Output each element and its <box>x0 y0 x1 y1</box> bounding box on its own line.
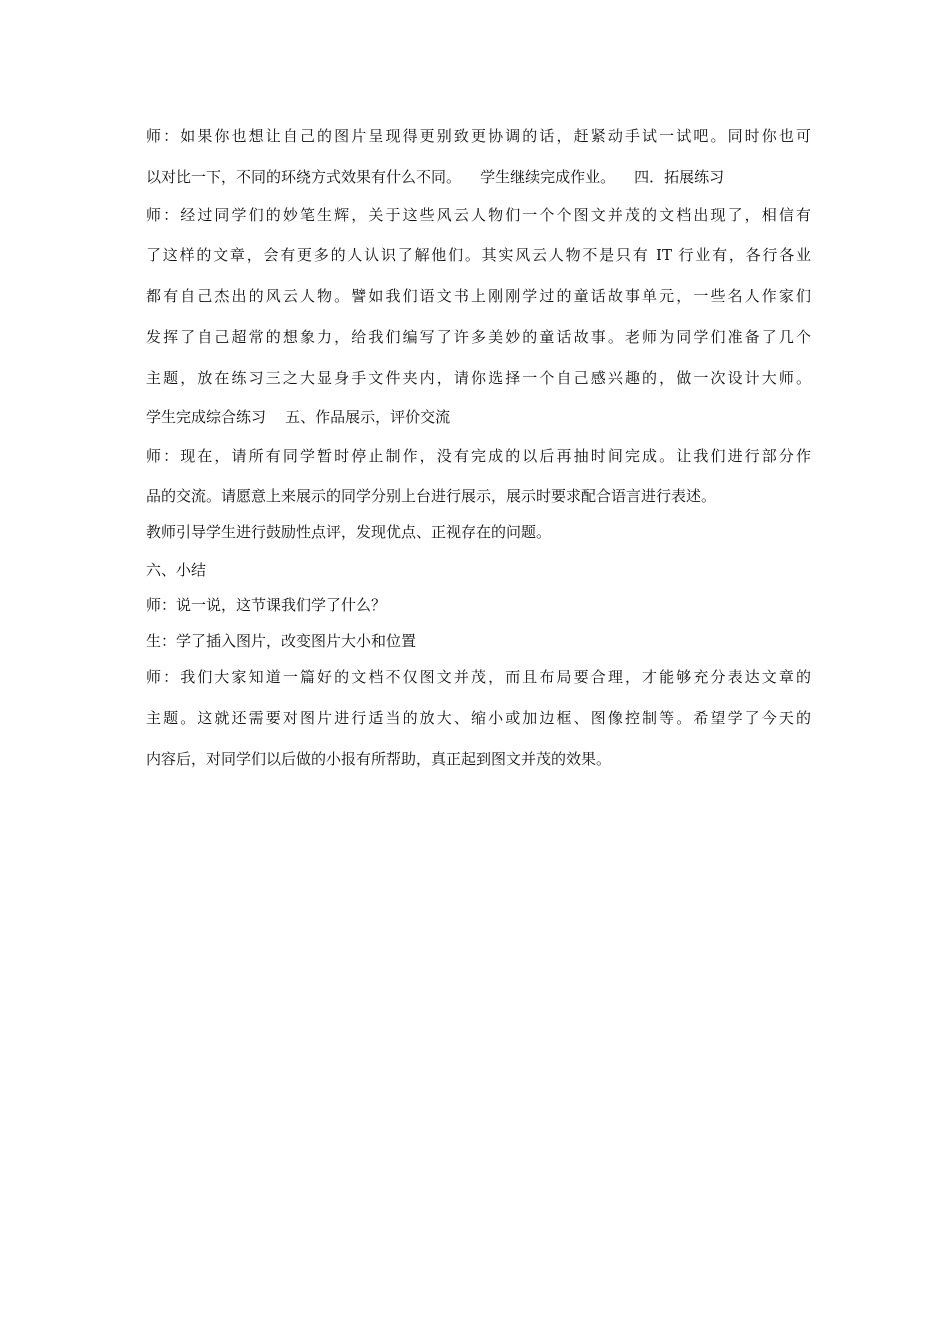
text-line: 教师引导学生进行鼓励性点评，发现优点、正视存在的问题。 <box>146 523 552 541</box>
text-line: 了这样的文章，会有更多的人认识了解他们。其实风云人物不是只有 IT 行业有，各行各业 <box>146 246 811 264</box>
text-line: 师：说一说，这节课我们学了什么？ <box>146 596 387 614</box>
text-line: 以对比一下，不同的环绕方式效果有什么不同。 学生继续完成作业。 四．拓展练习 <box>146 168 725 186</box>
text-line: 学生完成综合练习 五、作品展示，评价交流 <box>146 408 451 426</box>
text-line: 师：如果你也想让自己的图片呈现得更别致更协调的话，赶紧动手试一试吧。同时你也可 <box>146 127 811 145</box>
text-line: 都有自己杰出的风云人物。譬如我们语文书上刚刚学过的童话故事单元，一些名人作家们 <box>146 287 811 305</box>
text-line: 品的交流。请愿意上来展示的同学分别上台进行展示，展示时要求配合语言进行表述。 <box>146 487 717 505</box>
text-line: 主题，放在练习三之大显身手文件夹内，请你选择一个自己感兴趣的，做一次设计大师。 <box>146 369 811 387</box>
text-line: 内容后，对同学们以后做的小报有所帮助，真正起到图文并茂的效果。 <box>146 750 612 768</box>
text-line: 师：现在，请所有同学暂时停止制作，没有完成的以后再抽时间完成。让我们进行部分作 <box>146 447 811 465</box>
text-line: 生：学了插入图片，改变图片大小和位置 <box>146 632 417 650</box>
section-heading: 六、小结 <box>146 561 207 579</box>
text-line: 发挥了自己超常的想象力，给我们编写了许多美妙的童话故事。老师为同学们准备了几个 <box>146 328 811 346</box>
text-line: 主题。这就还需要对图片进行适当的放大、缩小或加边框、图像控制等。希望学了今天的 <box>146 709 811 727</box>
text-line: 师：我们大家知道一篇好的文档不仅图文并茂，而且布局要合理，才能够充分表达文章的 <box>146 668 811 686</box>
text-line: 师：经过同学们的妙笔生辉，关于这些风云人物们一个个图文并茂的文档出现了，相信有 <box>146 206 811 224</box>
